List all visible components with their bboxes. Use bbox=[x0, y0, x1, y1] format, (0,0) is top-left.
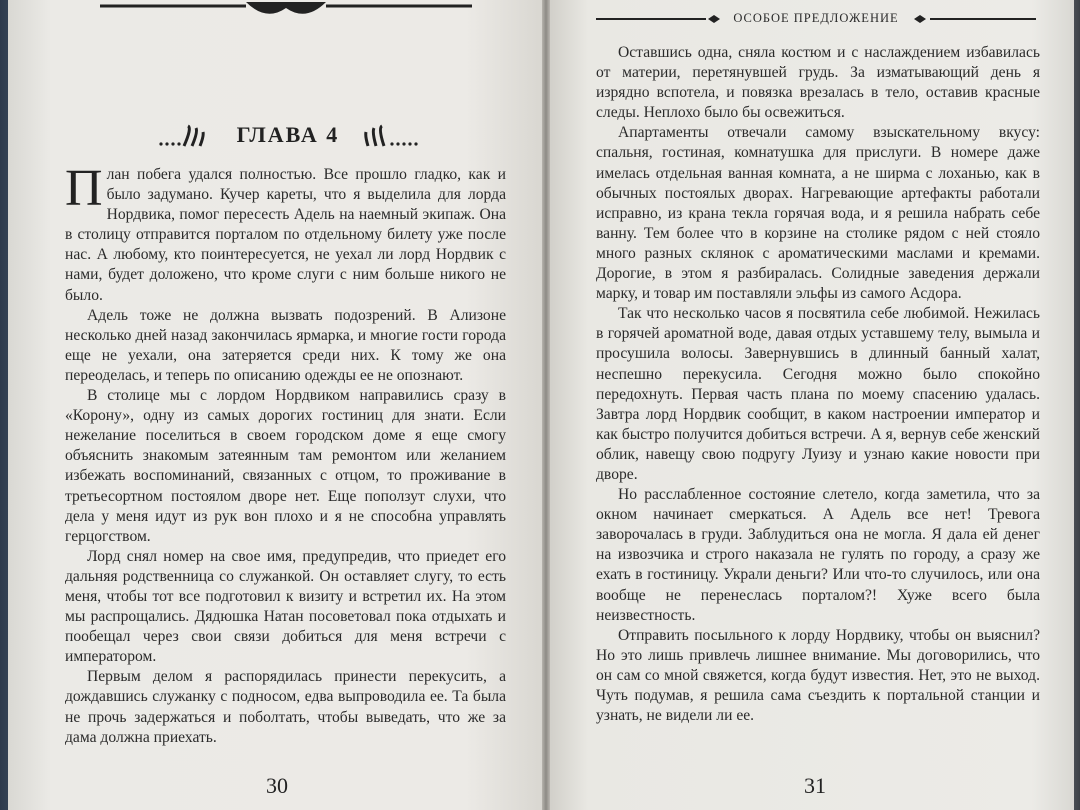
header-rule-left bbox=[596, 15, 726, 25]
running-title: ОСОБОЕ ПРЕДЛОЖЕНИЕ bbox=[733, 11, 899, 25]
header-rule-right bbox=[912, 15, 1042, 25]
paragraph: Лорд снял номер на свое имя, предупредив, что приедет его дальняя родственница со служанкой. Он оставляет слугу, то есть меня, чтобы тот все подготовил к визиту и встретил их. На этом мы распрощались. Дядюшка Натан посоветовал пока отдыхать и пообещал через свои связи добиться для меня встречи с императором. bbox=[65, 547, 506, 666]
ornament-right-icon bbox=[362, 124, 422, 148]
paragraph: В столице мы с лордом Нордвиком направились сразу в «Корону», одну из самых дорогих гостиниц для знати. Если нежелание поселиться в своем городском доме я еще смогу объяснить знакомым затеянным там ремонтом или желанием избежать воспоминаний, связанных с отцом, то проживание в третьесортном постоялом дворе нет. Еще поползут слухи, что дела у меня идут из рук вон плохо и я не способна управлять герцогством. bbox=[65, 387, 506, 545]
page-number: 31 bbox=[804, 773, 826, 798]
paragraph: Адель тоже не должна вызвать подозрений. В Ализоне несколько дней назад закончилась ярмарка, и многие гости города еще не уехали, она затеряется среди них. К тому же она переоделась, и теперь по описанию одежды ее не опознают. bbox=[65, 306, 506, 384]
drop-cap: П bbox=[65, 160, 103, 217]
left-page-text bbox=[65, 160, 506, 748]
paragraph: Оставшись одна, сняла костюм и с наслаждением избавилась от материи, перетянувшей грудь. За изматывающий день я изрядно вспотела, и повязка врезалась в тело, оставив красные следы. Неплохо было бы освежиться. bbox=[596, 44, 1040, 122]
page-number: 30 bbox=[266, 773, 288, 798]
chapter-heading bbox=[168, 120, 408, 154]
paragraph: Так что несколько часов я посвятила себе любимой. Нежилась в горячей ароматной воде, давая отдых уставшему телу, вымыла и просушила волосы. Завернувшись в длинный банный халат, неспешно перекусила. Сегодня можно было спокойно передохнуть. Первая часть плана по моему спасению удалась. Завтра лорд Нордвик сообщит, в каком настроении император и как быстро получится добиться встречи. А я, вернув себе женский облик, навещу свою подругу Луизу и узнаю какие новости при дворе. bbox=[596, 305, 1040, 483]
paragraph: Первым делом я распорядилась принести перекусить, а дождавшись служанку с подносом, едва выпроводила ее. Та была не прочь задержаться и поболтать, чтобы выведать, что же за дама должна приехать. bbox=[65, 668, 506, 746]
paragraph: Но расслабленное состояние слетело, когда заметила, что за окном начинает смеркаться. А Адель все нет! Тревога заворочалась в груди. Заблудиться она не могла. Я дала ей денег на извозчика и строго наказала не гулять по городу, а сразу же ехать в гостиницу. Украли деньги? Или что-то случилось, или она вообще не перенеслась порталом?! Хуже всего была неизвестность. bbox=[596, 486, 1040, 624]
paragraph: План побега удался полностью. Все прошло гладко, как и было задумано. Кучер кареты, что я выделила для лорда Нордвика, помог пересесть Адель на наемный экипаж. Она в столицу отправится порталом по отдельному билету уже после нас. А любому, кто поинтересуется, не уехал ли лорд Нордвик с нами, будет доложено, что кроме слуги с ним больше никого не было. bbox=[65, 160, 506, 304]
paragraph: Отправить посыльного к лорду Нордвику, чтобы он выяснил? Но это лишь привлечь лишнее внимание. Мы договорились, что он сам со мной свяжется, когда будут известия. Нет, это не выход. Чуть подумав, я решила сама съездить к портальной станции и узнать, не видели ли ее. bbox=[596, 626, 1040, 725]
chapter-title: ГЛАВА 4 bbox=[236, 122, 340, 147]
book-spine bbox=[542, 0, 550, 810]
header-ornament bbox=[96, 0, 476, 22]
left-page bbox=[8, 0, 546, 810]
paragraph: Апартаменты отвечали самому взыскательному вкусу: спальня, гостиная, комнатушка для прислуги. В номере даже имелась отдельная ванная комната, а не ширма с лоханью, как в обычных постоялых дворах. Нагревающие артефакты работали исправно, из крана текла горячая вода, и я решила набрать себе ванну. Тем более что в корзине на столике рядом с ней стояло много разных склянок с ароматическими маслами и кремами. Дорогие, в этом я разбиралась. Солидные заведения держали марку, и товар им поставляли эльфы из самого Асдора. bbox=[596, 124, 1040, 303]
running-header bbox=[596, 9, 1036, 29]
right-page bbox=[546, 0, 1074, 810]
right-page-text bbox=[596, 43, 1040, 726]
